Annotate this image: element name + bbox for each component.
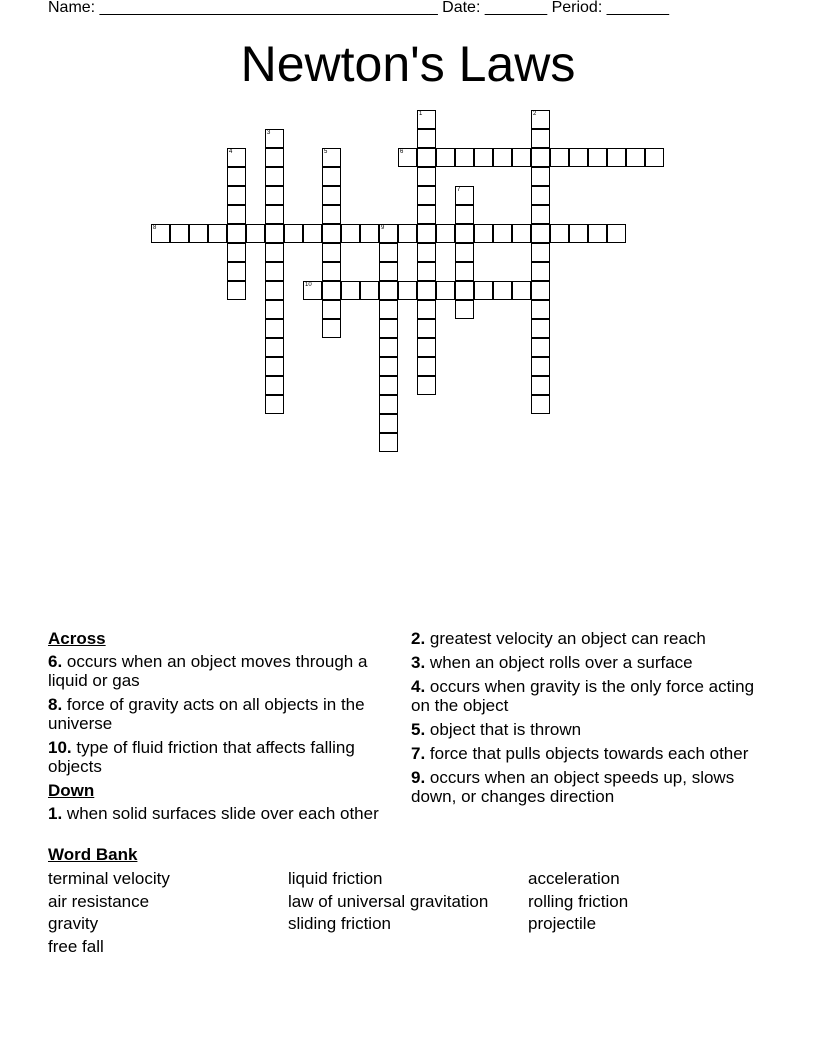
crossword-cell[interactable] [531, 167, 550, 186]
word-bank-column-2 [288, 868, 488, 936]
page-title: Newton's Laws [240, 36, 576, 92]
crossword-cell[interactable] [227, 205, 246, 224]
crossword-cell[interactable] [550, 224, 569, 243]
crossword-cell[interactable] [531, 376, 550, 395]
crossword-cell[interactable] [417, 243, 436, 262]
clue-across-6 [48, 652, 393, 690]
crossword-cell[interactable] [322, 281, 341, 300]
clue-across-10 [48, 738, 393, 776]
word-bank-heading: Word Bank [48, 845, 138, 864]
crossword-cell[interactable] [607, 148, 626, 167]
crossword-cell[interactable] [417, 224, 436, 243]
crossword-cell[interactable] [531, 243, 550, 262]
crossword-cell[interactable] [493, 148, 512, 167]
clue-down-1 [48, 804, 393, 823]
clue-number: 9. [411, 768, 426, 787]
crossword-cell[interactable] [455, 224, 474, 243]
crossword-cell[interactable] [170, 224, 189, 243]
crossword-cell[interactable] [379, 338, 398, 357]
clue-text: when an object rolls over a surface [429, 653, 693, 672]
crossword-cell[interactable] [417, 129, 436, 148]
crossword-cell[interactable] [531, 338, 550, 357]
clue-text: occurs when an object moves through a liquid or gas [48, 652, 368, 690]
cell-number: 3 [267, 130, 271, 136]
word-bank-item: terminal velocity [48, 869, 170, 888]
crossword-cell[interactable] [569, 148, 588, 167]
word-bank-item: acceleration [528, 869, 620, 888]
clue-down-4 [411, 677, 756, 715]
word-bank-item: law of universal gravitation [288, 891, 489, 911]
crossword-cell[interactable] [455, 205, 474, 224]
crossword-cell[interactable] [455, 262, 474, 281]
crossword-cell[interactable] [379, 414, 398, 433]
crossword-cell[interactable] [531, 319, 550, 338]
crossword-cell[interactable] [626, 148, 645, 167]
crossword-cell[interactable] [531, 281, 550, 300]
crossword-cell[interactable] [379, 357, 398, 376]
crossword-cell[interactable] [493, 281, 512, 300]
crossword-cell[interactable] [265, 319, 284, 338]
crossword-cell[interactable] [455, 300, 474, 319]
crossword-cell[interactable] [417, 281, 436, 300]
crossword-cell[interactable] [284, 224, 303, 243]
crossword-cell[interactable] [588, 224, 607, 243]
clue-text: occurs when an object speeds up, slows down, or changes direction [411, 768, 735, 806]
clue-number: 8. [48, 695, 63, 714]
crossword-cell[interactable] [417, 262, 436, 281]
crossword-cell[interactable] [512, 281, 531, 300]
crossword-cell[interactable] [227, 262, 246, 281]
crossword-cell[interactable] [417, 300, 436, 319]
word-bank-item: rolling friction [528, 891, 629, 911]
crossword-cell[interactable] [265, 148, 284, 167]
crossword-cell[interactable] [227, 148, 246, 167]
crossword-cell[interactable] [265, 338, 284, 357]
crossword-cell[interactable] [265, 376, 284, 395]
crossword-cell[interactable] [322, 300, 341, 319]
crossword-cell[interactable] [417, 186, 436, 205]
crossword-cell[interactable] [455, 148, 474, 167]
crossword-cell[interactable] [322, 243, 341, 262]
clue-text: object that is thrown [429, 720, 582, 739]
crossword-cell[interactable] [379, 281, 398, 300]
crossword-cell[interactable] [531, 110, 550, 129]
clue-across-8 [48, 695, 393, 733]
cell-number: 2 [533, 111, 537, 117]
cell-number: 8 [153, 225, 157, 231]
crossword-cell[interactable] [531, 357, 550, 376]
crossword-cell[interactable] [379, 433, 398, 452]
crossword-cell[interactable] [265, 357, 284, 376]
crossword-cell[interactable] [227, 243, 246, 262]
crossword-cell[interactable] [322, 167, 341, 186]
clue-number: 4. [411, 677, 426, 696]
crossword-cell[interactable] [474, 224, 493, 243]
crossword-cell[interactable] [417, 148, 436, 167]
across-heading: Across [48, 629, 106, 648]
clue-number: 6. [48, 652, 63, 671]
crossword-cell[interactable] [417, 110, 436, 129]
crossword-cell[interactable] [322, 148, 341, 167]
crossword-cell[interactable] [151, 224, 170, 243]
crossword-cell[interactable] [322, 205, 341, 224]
clue-text: force that pulls objects towards each other [429, 744, 749, 763]
crossword-cell[interactable] [341, 281, 360, 300]
word-bank-column-1 [48, 868, 170, 958]
clue-number: 5. [411, 720, 426, 739]
crossword-cell[interactable] [379, 262, 398, 281]
down-heading: Down [48, 781, 95, 800]
crossword-cell[interactable] [265, 129, 284, 148]
crossword-cell[interactable] [379, 243, 398, 262]
header-line: Name: ______________________________________ Date: _______ Period: _______ [48, 0, 670, 16]
crossword-cell[interactable] [417, 357, 436, 376]
crossword-cell[interactable] [265, 243, 284, 262]
crossword-cell[interactable] [512, 148, 531, 167]
crossword-cell[interactable] [398, 224, 417, 243]
crossword-cell[interactable] [531, 205, 550, 224]
crossword-cell[interactable] [246, 224, 265, 243]
crossword-cell[interactable] [265, 262, 284, 281]
word-bank-column-3 [528, 868, 628, 936]
crossword-cell[interactable] [417, 376, 436, 395]
crossword-cell[interactable] [265, 224, 284, 243]
crossword-cell[interactable] [531, 129, 550, 148]
crossword-cell[interactable] [588, 148, 607, 167]
clue-down-2 [411, 629, 756, 648]
clue-text: type of fluid friction that affects falling objects [48, 738, 355, 776]
crossword-cell[interactable] [265, 300, 284, 319]
word-bank-item: gravity [48, 914, 99, 933]
crossword-cell[interactable] [474, 148, 493, 167]
cell-number: 6 [400, 149, 404, 155]
crossword-cell[interactable] [645, 148, 664, 167]
crossword-cell[interactable] [531, 224, 550, 243]
crossword-cell[interactable] [398, 281, 417, 300]
crossword-cell[interactable] [436, 224, 455, 243]
crossword-cell[interactable] [227, 224, 246, 243]
crossword-cell[interactable] [265, 395, 284, 414]
crossword-cell[interactable] [493, 224, 512, 243]
crossword-cell[interactable] [531, 262, 550, 281]
crossword-cell[interactable] [550, 148, 569, 167]
crossword-cell[interactable] [436, 281, 455, 300]
clue-down-3 [411, 653, 756, 672]
crossword-cell[interactable] [227, 186, 246, 205]
clue-down-5 [411, 720, 756, 739]
cell-number: 7 [457, 187, 461, 193]
clue-down-7 [411, 744, 756, 763]
cell-number: 9 [381, 225, 385, 231]
crossword-cell[interactable] [322, 224, 341, 243]
clue-text: greatest velocity an object can reach [429, 629, 706, 648]
crossword-cell[interactable] [227, 167, 246, 186]
clue-number: 2. [411, 629, 426, 648]
cell-number: 10 [305, 282, 312, 288]
crossword-cell[interactable] [227, 281, 246, 300]
word-bank-item: air resistance [48, 891, 150, 911]
crossword-cell[interactable] [189, 224, 208, 243]
crossword-cell[interactable] [379, 300, 398, 319]
clue-text: occurs when gravity is the only force acting on the object [411, 677, 755, 715]
crossword-cell[interactable] [455, 281, 474, 300]
clues-right-column [411, 629, 756, 811]
crossword-cell[interactable] [512, 224, 531, 243]
crossword-cell[interactable] [360, 224, 379, 243]
clue-text: force of gravity acts on all objects in the universe [48, 695, 365, 733]
crossword-cell[interactable] [417, 338, 436, 357]
crossword-cell[interactable] [379, 319, 398, 338]
crossword-cell[interactable] [417, 319, 436, 338]
crossword-cell[interactable] [379, 224, 398, 243]
crossword-cell[interactable] [436, 148, 455, 167]
cell-number: 5 [324, 149, 328, 155]
cell-number: 4 [229, 149, 233, 155]
clue-text: when solid surfaces slide over each other [66, 804, 379, 823]
crossword-cell[interactable] [531, 300, 550, 319]
clues-left-column [48, 629, 393, 828]
crossword-cell[interactable] [531, 148, 550, 167]
clue-number: 1. [48, 804, 63, 823]
crossword-cell[interactable] [569, 224, 588, 243]
crossword-cell[interactable] [265, 167, 284, 186]
crossword-cell[interactable] [531, 395, 550, 414]
crossword-cell[interactable] [474, 281, 493, 300]
word-bank-item: projectile [528, 914, 597, 933]
crossword-cell[interactable] [322, 262, 341, 281]
crossword-cell[interactable] [531, 186, 550, 205]
crossword-cell[interactable] [322, 186, 341, 205]
clue-number: 7. [411, 744, 426, 763]
cell-number: 1 [419, 111, 423, 117]
crossword-cell[interactable] [379, 376, 398, 395]
crossword-cell[interactable] [341, 224, 360, 243]
word-bank-item: liquid friction [288, 869, 383, 888]
crossword-cell[interactable] [455, 186, 474, 205]
crossword-cell[interactable] [417, 167, 436, 186]
crossword-cell[interactable] [303, 281, 322, 300]
crossword-cell[interactable] [379, 395, 398, 414]
crossword-cell[interactable] [208, 224, 227, 243]
crossword-cell[interactable] [265, 186, 284, 205]
crossword-cell[interactable] [417, 205, 436, 224]
crossword-cell[interactable] [360, 281, 379, 300]
crossword-cell[interactable] [303, 224, 322, 243]
crossword-cell[interactable] [322, 319, 341, 338]
word-bank-item: sliding friction [288, 914, 391, 933]
crossword-cell[interactable] [265, 281, 284, 300]
clue-number: 10. [48, 738, 72, 757]
crossword-cell[interactable] [398, 148, 417, 167]
clue-number: 3. [411, 653, 426, 672]
clue-down-9 [411, 768, 756, 806]
crossword-cell[interactable] [455, 243, 474, 262]
word-bank-item: free fall [48, 936, 104, 956]
crossword-cell[interactable] [607, 224, 626, 243]
crossword-cell[interactable] [265, 205, 284, 224]
